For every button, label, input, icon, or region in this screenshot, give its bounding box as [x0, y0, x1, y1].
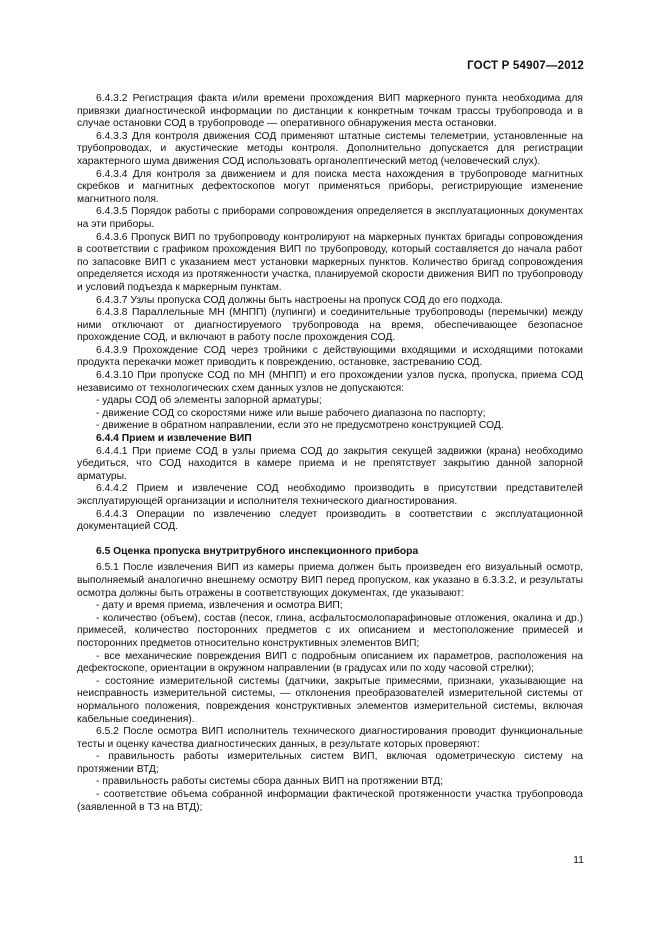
- paragraph: 6.5.2 После осмотра ВИП исполнитель технического диагностирования проводит функциональные тесты и оценку качества диагностических данных, в результате которых проверяют:: [77, 726, 583, 750]
- paragraph: - соответствие объема собранной информации фактической протяженности участка трубопровода (заявленной в ТЗ на ВТД);: [77, 789, 583, 813]
- paragraph: 6.5.1 После извлечения ВИП из камеры приема должен быть произведен его визуальный осмотр, выполняемый аналогично внешнему осмотру ВИП перед пропуском, как указано в 6.3.3.2, и результаты осмотра должны быть отражены в соответствующих документах, где указывают:: [77, 562, 583, 599]
- paragraph: - состояние измерительной системы (датчики, закрытые примесями, признаки, указывающие на неисправность измерительной системы, — отклонения преобразователей измерительной системы от нормального положения, повреждения конструктивных элементов измерительной системы, включая кабельные соединения).: [77, 675, 583, 725]
- paragraph: - количество (объем), состав (песок, глина, асфальтосмолопарафиновые отложения, окалина и др.) примесей, количество посторонних предметов с их описанием и местоположение примесей и посторонних предметов относительно конструктивных элементов ВИП;: [77, 612, 583, 649]
- paragraph: - удары СОД об элементы запорной арматуры;: [96, 395, 322, 407]
- document-header: ГОСТ Р 54907—2012: [467, 60, 584, 72]
- paragraph: 6.4.3.4 Для контроля за движением и для поиска места нахождения в трубопроводе магнитных скребков и магнитных дефектоскопов могут применяться приборы, регистрирующие изменение магнитного поля.: [77, 168, 583, 205]
- paragraph: - все механические повреждения ВИП с подробным описанием их параметров, расположения на дефектоскопе, ориентации в окружном направлении (в градусах или по ходу часовой стрелки);: [77, 650, 583, 675]
- paragraph: 6.4.3.10 При пропуске СОД по МН (МНПП) и его прохождении узлов пуска, пропуска, приема СОД независимо от технологических схем данных узлов не допускаются:: [77, 370, 583, 394]
- paragraph: 6.4.3.6 Пропуск ВИП по трубопроводу контролируют на маркерных пунктах бригады сопровождения в соответствии с графиком прохождения ВИП по трубопроводу, который составляется до начала работ по запасовке ВИП с указанием мест установки маркерных пунктов. Количество бригад сопровождения определяется исходя из протяженности участка, планируемой скорости движения ВИП по трубопроводу и условий подъезда к маркерным пунктам.: [77, 231, 583, 293]
- paragraph: 6.4.3.8 Параллельные МН (МНПП) (лупинги) и соединительные трубопроводы (перемычки) между ними отключают от диагностируемого трубопровода на время, обеспечивающее безопасное прохождение СОД, и включают в работу после прохождения СОД.: [77, 307, 583, 344]
- paragraph: - дату и время приема, извлечения и осмотра ВИП;: [96, 600, 343, 612]
- section-heading: 6.5 Оценка пропуска внутритрубного инспекционного прибора: [96, 545, 419, 557]
- paragraph: 6.4.3.5 Порядок работы с приборами сопровождения определяется в эксплуатационных документах на эти приборы.: [77, 206, 583, 230]
- paragraph: 6.4.3.2 Регистрация факта и/или времени прохождения ВИП маркерного пункта необходима для привязки диагностической информации по дистанции к конкретным точкам трассы трубопровода и в случае остановки СОД в трубопроводе — оперативного обнаружения места остановки.: [77, 93, 583, 130]
- paragraph: 6.4.3.3 Для контроля движения СОД применяют штатные системы телеметрии, установленные на трубопроводах, и акустические методы контроля. Дополнительно допускается для регистрации характерного шума движения СОД использовать органолептический метод (человеческий слух).: [77, 130, 583, 167]
- paragraph: - движение в обратном направлении, если это не предусмотрено конструкцией СОД.: [96, 420, 504, 432]
- paragraph: 6.4.4.3 Операции по извлечению следует производить в соответствии с эксплуатационной документацией СОД.: [77, 508, 583, 533]
- paragraph: 6.4.3.7 Узлы пропуска СОД должны быть настроены на пропуск СОД до его подхода.: [96, 294, 504, 306]
- paragraph: - движение СОД со скоростями ниже или выше рабочего диапазона по паспорту;: [96, 407, 486, 419]
- section-heading: 6.4.4 Прием и извлечение ВИП: [96, 433, 252, 445]
- paragraph: 6.4.4.1 При приеме СОД в узлы приема СОД до закрытия секущей задвижки (крана) необходимо убедиться, что СОД находится в камере приема и не препятствует закрытию данной запорной арматуры.: [77, 445, 583, 482]
- paragraph: 6.4.3.9 Прохождение СОД через тройники с действующими входящими и исходящими потоками продукта перекачки может приводить к повреждению, остановке, застреванию СОД.: [77, 344, 583, 369]
- paragraph: - правильность работы системы сбора данных ВИП на протяжении ВТД;: [96, 776, 444, 788]
- paragraph: - правильность работы измерительных систем ВИП, включая одометрическую систему на протяжении ВТД;: [77, 751, 583, 775]
- page-number: 11: [573, 854, 584, 866]
- paragraph: 6.4.4.2 Прием и извлечение СОД необходимо производить в присутствии представителей эксплуатирующей организации и исполнителя технического диагностирования.: [77, 483, 583, 507]
- document-body: [77, 93, 583, 814]
